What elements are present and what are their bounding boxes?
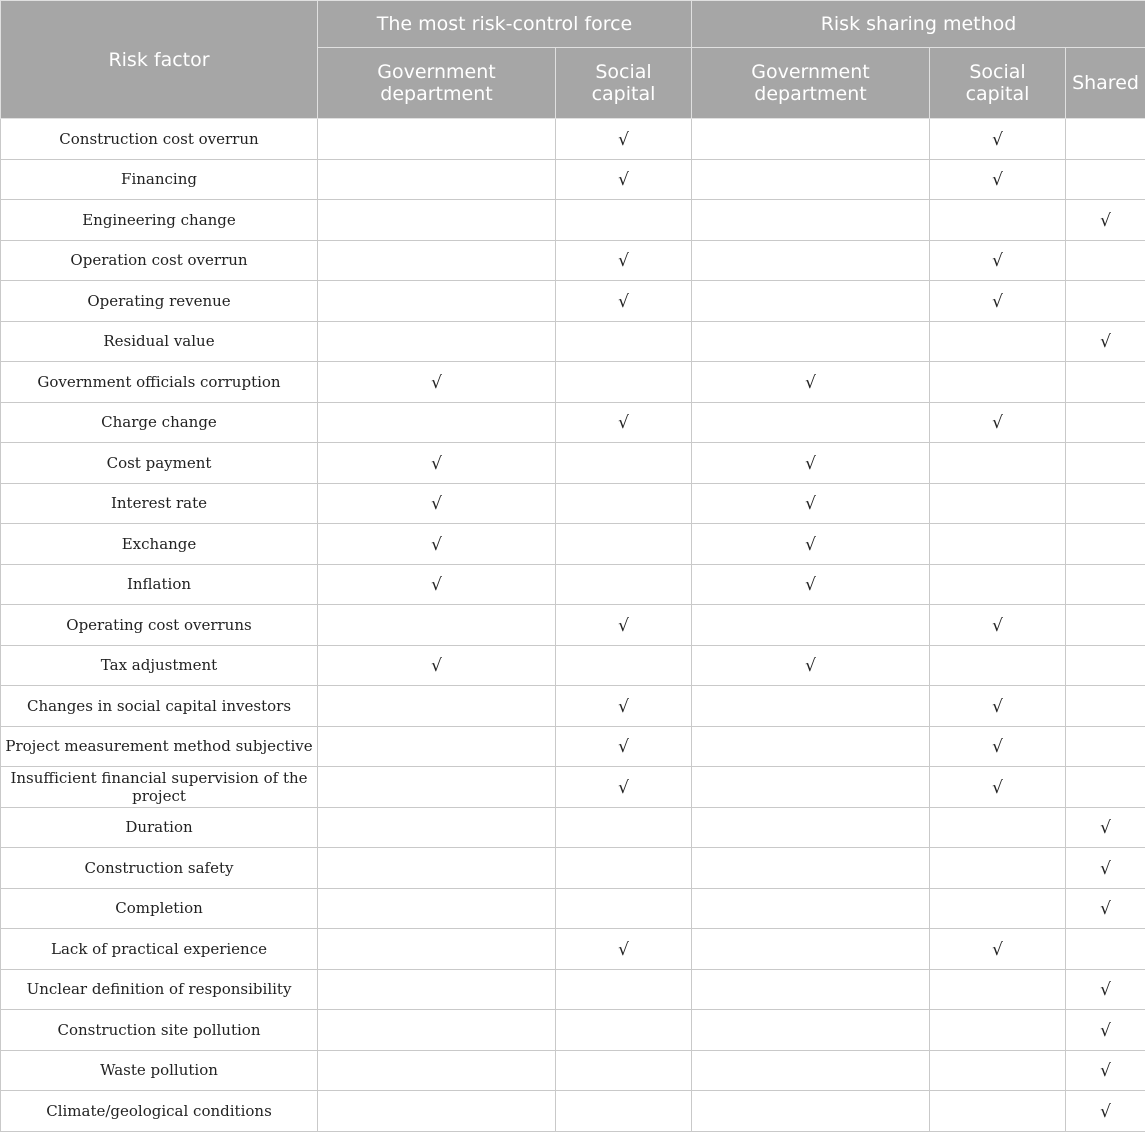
table-row [1,483,1145,524]
table-row [1,524,1145,565]
table-row [1,686,1145,727]
check-cell: √ [692,362,930,403]
risk-factor-cell: Operating revenue [1,281,318,322]
check-cell [318,767,556,808]
risk-factor-cell: Construction site pollution [1,1010,318,1051]
check-cell: √ [318,483,556,524]
check-cell: √ [1066,848,1145,889]
risk-factor-cell: Construction safety [1,848,318,889]
risk-factor-cell: Charge change [1,402,318,443]
check-cell: √ [1066,321,1145,362]
check-cell [692,848,930,889]
check-cell [930,443,1066,484]
check-cell: √ [930,726,1066,767]
table-row [1,807,1145,848]
check-cell [1066,159,1145,200]
table-row [1,119,1145,160]
check-cell [1066,524,1145,565]
check-cell [556,443,692,484]
check-cell [318,1010,556,1051]
check-cell: √ [1066,969,1145,1010]
check-cell [930,1010,1066,1051]
check-cell: √ [318,645,556,686]
check-cell: √ [556,605,692,646]
risk-factor-cell: Exchange [1,524,318,565]
check-cell [1066,564,1145,605]
check-cell [318,969,556,1010]
risk-factor-cell: Inflation [1,564,318,605]
check-cell [318,281,556,322]
check-cell [930,807,1066,848]
header-risk-sharing-method: Risk sharing method [692,1,1145,48]
check-cell [1066,402,1145,443]
check-cell: √ [930,605,1066,646]
check-cell: √ [692,443,930,484]
check-cell [318,807,556,848]
check-cell: √ [1066,888,1145,929]
check-cell [692,119,930,160]
check-cell [930,969,1066,1010]
check-cell: √ [692,645,930,686]
risk-factor-cell: Operation cost overrun [1,240,318,281]
risk-factor-cell: Cost payment [1,443,318,484]
check-cell [556,969,692,1010]
check-cell [318,321,556,362]
risk-factor-cell: Project measurement method subjective [1,726,318,767]
check-cell [318,848,556,889]
risk-factor-cell: Tax adjustment [1,645,318,686]
risk-factor-cell: Unclear definition of responsibility [1,969,318,1010]
check-cell [930,483,1066,524]
table-row [1,888,1145,929]
check-cell [556,483,692,524]
check-cell: √ [318,564,556,605]
risk-factor-cell: Operating cost overruns [1,605,318,646]
table-row [1,1091,1145,1132]
check-cell [556,1010,692,1051]
check-cell [1066,686,1145,727]
check-cell [1066,767,1145,808]
table-row [1,767,1145,808]
table-row [1,1050,1145,1091]
check-cell [556,524,692,565]
check-cell: √ [1066,807,1145,848]
check-cell [556,564,692,605]
check-cell [930,362,1066,403]
check-cell [556,888,692,929]
subheader-government-department: Government department [318,48,556,119]
check-cell: √ [930,240,1066,281]
check-cell: √ [1066,1050,1145,1091]
check-cell: √ [318,443,556,484]
risk-factor-cell: Duration [1,807,318,848]
table-row [1,362,1145,403]
check-cell [318,1091,556,1132]
check-cell: √ [930,402,1066,443]
check-cell: √ [556,686,692,727]
risk-factor-cell: Interest rate [1,483,318,524]
check-cell: √ [556,159,692,200]
risk-factor-cell: Waste pollution [1,1050,318,1091]
check-cell [1066,483,1145,524]
check-cell: √ [556,240,692,281]
risk-factor-cell: Financing [1,159,318,200]
check-cell [318,119,556,160]
check-cell [930,1050,1066,1091]
check-cell [692,240,930,281]
check-cell [930,848,1066,889]
check-cell [1066,726,1145,767]
check-cell [318,240,556,281]
table-row [1,321,1145,362]
risk-factor-cell: Insufficient financial supervision of the project [1,767,318,808]
check-cell [318,159,556,200]
check-cell [556,1091,692,1132]
check-cell: √ [1066,1010,1145,1051]
check-cell [556,848,692,889]
risk-factor-cell: Government officials corruption [1,362,318,403]
check-cell: √ [930,159,1066,200]
check-cell [556,645,692,686]
table-row [1,281,1145,322]
subheader-social-capital: Social capital [930,48,1066,119]
check-cell [1066,362,1145,403]
check-cell: √ [692,524,930,565]
check-cell [692,605,930,646]
check-cell [1066,240,1145,281]
table-header [1,1,1145,119]
check-cell: √ [930,281,1066,322]
check-cell [692,726,930,767]
check-cell [1066,645,1145,686]
check-cell [692,888,930,929]
table-row [1,969,1145,1010]
table-row [1,159,1145,200]
table-row [1,443,1145,484]
header-risk-control-force: The most risk-control force [318,1,692,48]
check-cell [930,1091,1066,1132]
check-cell [692,281,930,322]
check-cell [556,200,692,241]
check-cell: √ [318,362,556,403]
subheader-social-capital: Social capital [556,48,692,119]
check-cell: √ [556,119,692,160]
check-cell [692,200,930,241]
table-row [1,1010,1145,1051]
check-cell [930,645,1066,686]
check-cell: √ [1066,1091,1145,1132]
check-cell [692,402,930,443]
check-cell [556,321,692,362]
check-cell [1066,281,1145,322]
table-row [1,402,1145,443]
check-cell [1066,119,1145,160]
subheader-shared: Shared [1066,48,1145,119]
table-row [1,929,1145,970]
check-cell [692,321,930,362]
check-cell [692,929,930,970]
check-cell [318,605,556,646]
check-cell: √ [556,767,692,808]
check-cell [556,1050,692,1091]
check-cell [930,524,1066,565]
check-cell: √ [556,929,692,970]
check-cell: √ [556,281,692,322]
check-cell [1066,443,1145,484]
check-cell [318,1050,556,1091]
check-cell [692,1010,930,1051]
check-cell [930,321,1066,362]
risk-factor-cell: Residual value [1,321,318,362]
check-cell [318,686,556,727]
check-cell [1066,605,1145,646]
table-row [1,564,1145,605]
check-cell [318,726,556,767]
check-cell [692,807,930,848]
check-cell [556,362,692,403]
risk-factor-cell: Lack of practical experience [1,929,318,970]
subheader-government-department: Government department [692,48,930,119]
check-cell [930,888,1066,929]
check-cell: √ [930,119,1066,160]
check-cell: √ [318,524,556,565]
check-cell [318,200,556,241]
check-cell: √ [1066,200,1145,241]
check-cell: √ [556,726,692,767]
check-cell: √ [930,686,1066,727]
check-cell [692,1091,930,1132]
check-cell [556,807,692,848]
check-cell [930,564,1066,605]
check-cell: √ [692,564,930,605]
risk-factor-cell: Climate/geological conditions [1,1091,318,1132]
check-cell [692,767,930,808]
check-cell: √ [930,929,1066,970]
check-cell [692,159,930,200]
risk-factor-cell: Completion [1,888,318,929]
table-row [1,726,1145,767]
risk-factor-cell: Engineering change [1,200,318,241]
check-cell [692,686,930,727]
check-cell: √ [930,767,1066,808]
check-cell [1066,929,1145,970]
check-cell: √ [556,402,692,443]
risk-factor-cell: Changes in social capital investors [1,686,318,727]
check-cell [692,969,930,1010]
check-cell [318,888,556,929]
table-row [1,200,1145,241]
check-cell: √ [692,483,930,524]
table-row [1,605,1145,646]
table-body [1,119,1145,1132]
header-risk-factor: Risk factor [1,1,318,119]
check-cell [930,200,1066,241]
check-cell [692,1050,930,1091]
table-row [1,240,1145,281]
check-cell [318,929,556,970]
risk-factor-cell: Construction cost overrun [1,119,318,160]
table-row [1,645,1145,686]
check-cell [318,402,556,443]
table-row [1,848,1145,889]
